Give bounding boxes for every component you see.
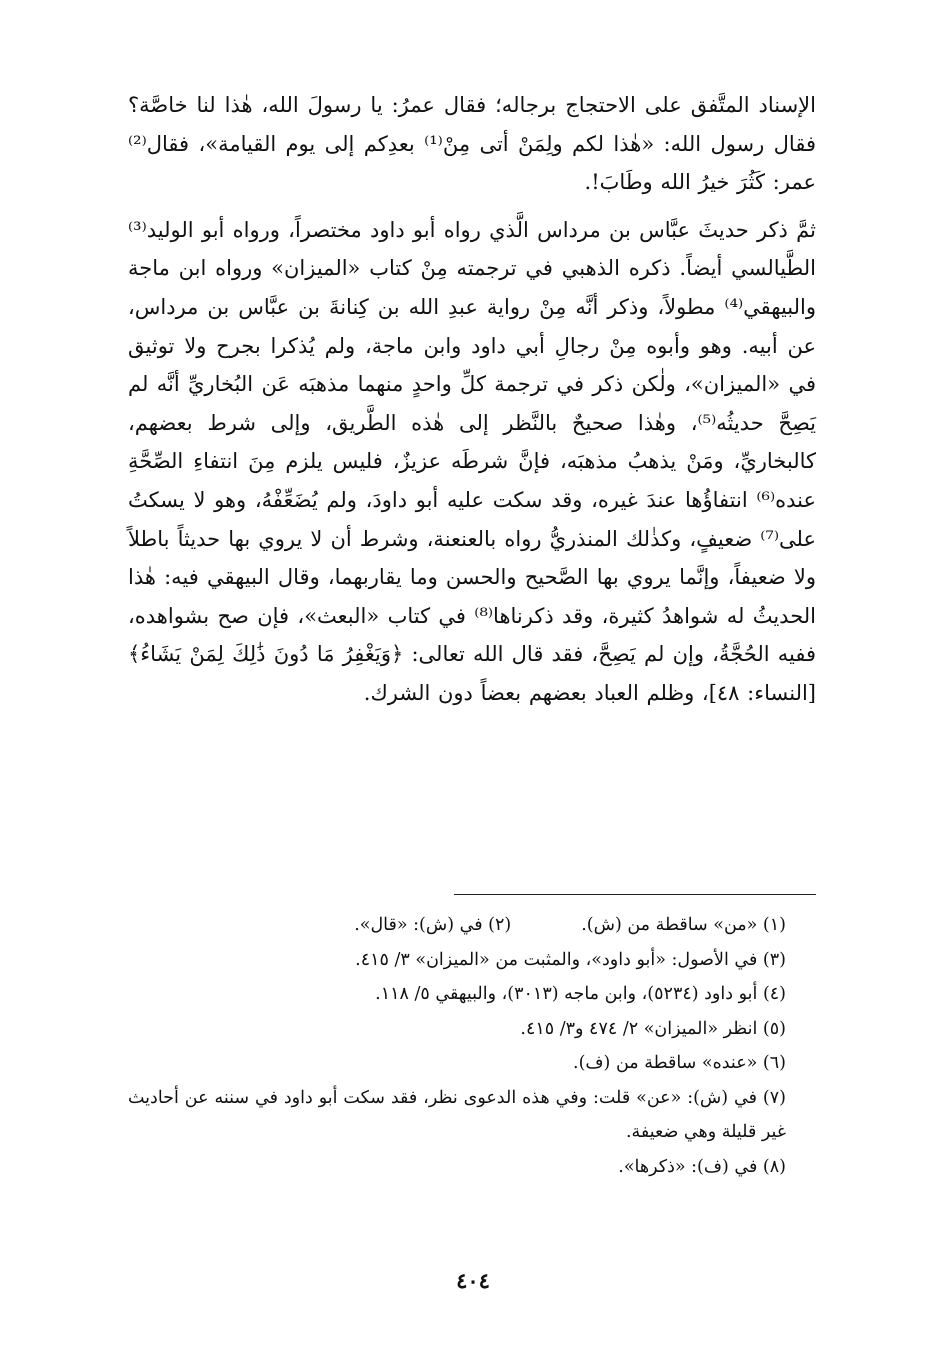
footnote-5: (٥) انظر «الميزان» ٢/ ٤٧٤ و٣/ ٤١٥. — [520, 1018, 786, 1039]
footnote-row-1-2 — [128, 908, 816, 943]
footnote-2: (٢) في (ش): «قال». — [354, 915, 512, 935]
footnote-7: (٧) في (ش): «عن» قلت: وفي هذه الدعوى نظر، فقد سكت أبو داود في سننه عن أحاديث غير قليلة وهي ضعيفة. — [128, 1087, 786, 1142]
footnote-divider — [454, 894, 816, 895]
footnote-4: (٤) أبو داود (٥٢٣٤)، وابن ماجه (٣٠١٣)، والبيهقي ٥/ ١١٨. — [375, 984, 786, 1004]
footnote-6: (٦) «عنده» ساقطة من (ف). — [573, 1053, 786, 1073]
paragraph-1: الإسناد المتَّفق على الاحتجاج برجاله؛ فقال عمرُ: يا رسولَ الله، هٰذا لنا خاصَّة؟ فقال رسول الله: «هٰذا لكم ولِمَنْ أتى مِنْ⁽¹⁾ بعدِكم إلى يوم القيامة»، فقال⁽²⁾ عمر: كَثُرَ خيرُ الله وطَابَ!. — [128, 93, 816, 195]
page-number: ٤٠٤ — [456, 1268, 490, 1293]
footnotes — [128, 908, 816, 1184]
footnote-1: (١) «من» ساقطة من (ش). — [581, 915, 786, 935]
footnote-8: (٨) في (ف): «ذكرها». — [618, 1156, 786, 1177]
paragraph-2: ثمَّ ذكر حديثَ عبَّاس بن مرداس الَّذي رواه أبو داود مختصراً، ورواه أبو الوليد⁽³⁾ الطَّيالسي أيضاً. ذكره الذهبي في ترجمته مِنْ كتاب «الميزان» ورواه ابن ماجة والبيهقي⁽⁴⁾ مطولاً، وذكر أنَّه مِنْ رواية عبدِ الله بن كِنانةَ بن عبَّاس بن مرداس، عن أبيه. وهو وأبوه مِنْ رجالِ أبي داود وابن ماجة، ولم يُذكرا بجرح ولا توثيق في «الميزان»، ولٰكن ذكر في ترجمة كلِّ واحدٍ منهما مذهبَه عَن البُخاريِّ أنَّه لم يَصِحَّ حديثُه⁽⁵⁾، وهٰذا صحيحٌ بالنَّظر إلى هٰذه الطَّريق، وإلى شرط بعضهم، كالبخاريِّ، ومَنْ يذهبُ مذهبَه، فإنَّ شرطَه عزيزٌ، فليس يلزم مِنَ انتفاءِ الصِّحَّةِ عنده⁽⁶⁾ انتفاؤُها عندَ غيره، وقد سكت عليه أبو داودَ، ولم يُضَعِّفْهُ، وهو لا يسكتُ على⁽⁷⁾ ضعيفٍ، وكذٰلك المنذريُّ رواه بالعنعنة، وشرط أن لا يروي بها حديثاً باطلاً ولا ضعيفاً، وإنَّما يروي بها الصَّحيح والحسن وما يقاربهما، وقال البيهقي فيه: هٰذا الحديثُ له شواهدُ كثيرة، وقد ذكرناها⁽⁸⁾ في كتاب «البعث»، فإن صح بشواهده، ففيه الحُجَّةُ، وإن لم يَصِحَّ، فقد قال الله تعالى: ﴿وَيَغْفِرُ مَا دُونَ ذَٰلِكَ لِمَنْ يَشَاءُ﴾ [النساء: ٤٨]، وظلم العباد بعضهم بعضاً دون الشرك. — [128, 217, 817, 705]
footnote-spacer — [511, 908, 581, 943]
main-text — [128, 86, 816, 713]
footnote-3: (٣) في الأصول: «أبو داود»، والمثبت من «الميزان» ٣/ ٤١٥. — [355, 949, 786, 970]
